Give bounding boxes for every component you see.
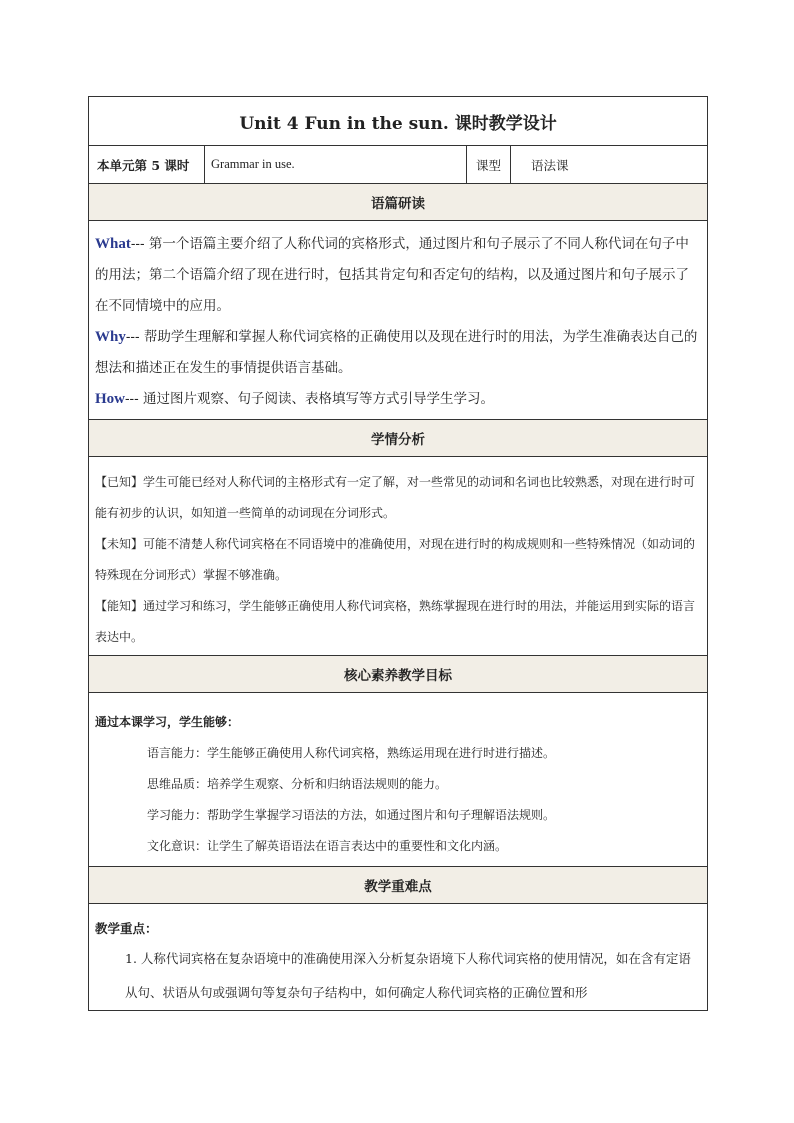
reading-why xyxy=(95,322,701,384)
what-text: --- 第一个语篇主要介绍了人称代词的宾格形式，通过图片和句子展示了不同人称代词在句子中的用法；第二个语篇介绍了现在进行时，包括其肯定句和否定句的结构，以及通过图片和句子展示了在不同情境中的应用。 xyxy=(95,236,689,314)
lesson-plan-table xyxy=(88,96,707,1011)
lesson-type-label: 课型 xyxy=(467,146,511,184)
lesson-topic: Grammar in use. xyxy=(205,146,467,184)
what-key: What xyxy=(95,236,131,252)
page-title: Unit 4 Fun in the sun. 课时教学设计 xyxy=(89,97,708,146)
learner-analysis xyxy=(89,457,708,656)
reading-how xyxy=(95,384,701,415)
goal-item: 语言能力：学生能够正确使用人称代词宾格，熟练运用现在进行时进行描述。 xyxy=(147,746,556,760)
key-difficulties xyxy=(89,904,708,1011)
why-text: --- 帮助学生理解和掌握人称代词宾格的正确使用以及现在进行时的用法，为学生准确表达自己的想法和描述正在发生的事情提供语言基础。 xyxy=(95,329,698,376)
goals-lead: 通过本课学习，学生能够： xyxy=(95,715,240,729)
analysis-able: 【能知】通过学习和练习，学生能够正确使用人称代词宾格，熟练掌握现在进行时的用法，并能运用到实际的语言表达中。 xyxy=(95,599,696,644)
how-text: --- 通过图片观察、句子阅读、表格填写等方式引导学生学习。 xyxy=(125,391,494,407)
goal-item: 思维品质：培养学生观察、分析和归纳语法规则的能力。 xyxy=(147,777,448,791)
why-key: Why xyxy=(95,329,126,345)
difficulty-item: 1. 人称代词宾格在复杂语境中的准确使用深入分析复杂语境下人称代词宾格的使用情况，如在含有定语从句、状语从句或强调句等复杂句子结构中，如何确定人称代词宾格的正确位置和形 xyxy=(125,951,691,1000)
reading-what xyxy=(95,229,701,322)
lesson-number: 本单元第 5 课时 xyxy=(89,146,205,184)
section-header-difficulty: 教学重难点 xyxy=(89,867,708,904)
analysis-unknown: 【未知】可能不清楚人称代词宾格在不同语境中的准确使用，对现在进行时的构成规则和一些特殊情况（如动词的特殊现在分词形式）掌握不够准确。 xyxy=(95,537,696,582)
reading-analysis xyxy=(89,221,708,420)
section-header-goals: 核心素养教学目标 xyxy=(89,656,708,693)
lesson-type-value: 语法课 xyxy=(511,146,708,184)
difficulty-lead: 教学重点： xyxy=(95,921,158,936)
how-key: How xyxy=(95,391,125,407)
analysis-known: 【已知】学生可能已经对人称代词的主格形式有一定了解，对一些常见的动词和名词也比较熟悉，对现在进行时可能有初步的认识，如知道一些简单的动词现在分词形式。 xyxy=(95,475,696,520)
section-header-analysis: 学情分析 xyxy=(89,420,708,457)
goal-item: 文化意识：让学生了解英语语法在语言表达中的重要性和文化内涵。 xyxy=(147,839,508,853)
goal-item: 学习能力：帮助学生掌握学习语法的方法，如通过图片和句子理解语法规则。 xyxy=(147,808,556,822)
teaching-goals xyxy=(89,693,708,867)
section-header-reading: 语篇研读 xyxy=(89,184,708,221)
